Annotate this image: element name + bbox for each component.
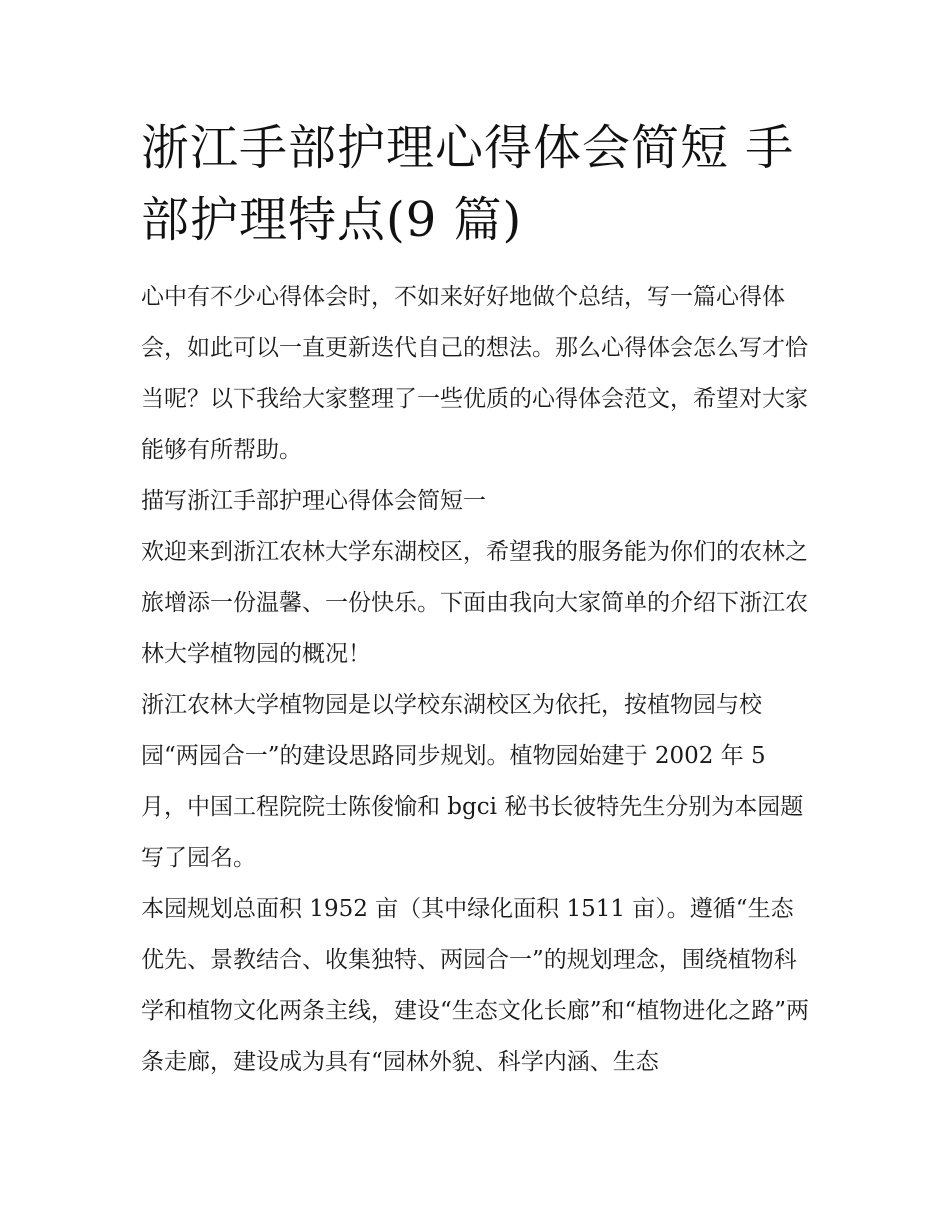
paragraph-welcome: 欢迎来到浙江农林大学东湖校区，希望我的服务能为你们的农林之旅增添一份温馨、一份快乐。下面由我向大家简单的介绍下浙江农林大学植物园的概况！ — [141, 539, 808, 667]
document-body — [141, 112, 813, 1088]
document-title: 浙江手部护理心得体会简短 手部护理特点(9 篇) — [141, 120, 795, 248]
paragraph-garden-planning: 本园规划总面积 1952 亩（其中绿化面积 1511 亩）。遵循“生态优先、景教结合、收集独特、两园合一”的规划理念，围绕植物科学和植物文化两条主线，建设“生态文化长廊”和“植物进化之路”两条走廊，建设成为具有“园林外貌、科学内涵、生态 — [141, 896, 810, 1075]
paragraph-garden-history: 浙江农林大学植物园是以学校东湖校区为依托，按植物园与校园“两园合一”的建设思路同步规划。植物园始建于 2002 年 5 月，中国工程院院士陈俊愉和 bgci 秘书长彼特先生分别为本园题写了园名。 — [141, 692, 804, 871]
paragraph-intro: 心中有不少心得体会时，不如来好好地做个总结，写一篇心得体会，如此可以一直更新迭代自己的想法。那么心得体会怎么写才恰当呢？以下我给大家整理了一些优质的心得体会范文，希望对大家能够有所帮助。 — [141, 284, 808, 463]
paragraph-section-heading: 描写浙江手部护理心得体会简短一 — [141, 488, 486, 514]
